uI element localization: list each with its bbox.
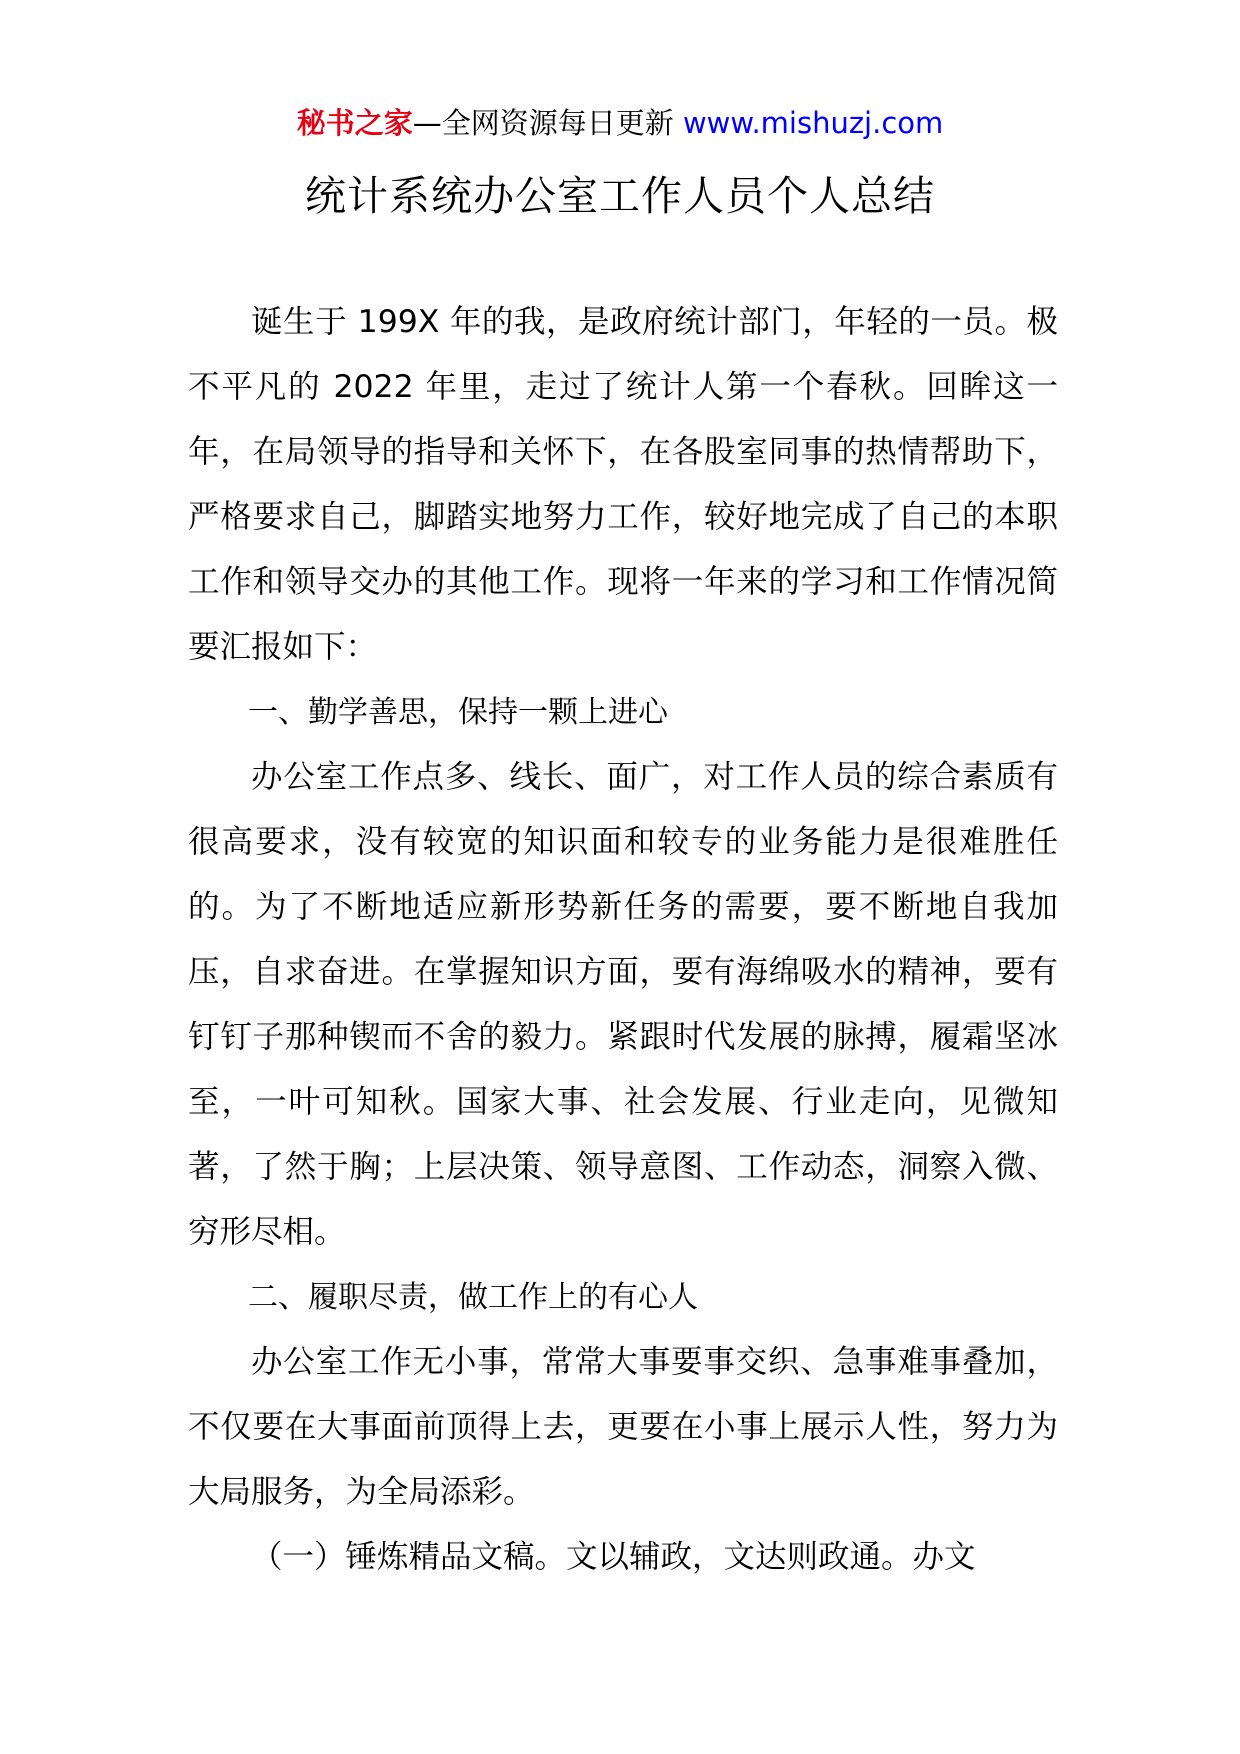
site-url-link[interactable]: www.mishuzj.com	[682, 106, 944, 140]
document-body	[188, 290, 1058, 1590]
section-heading-2: 二、履职尽责，做工作上的有心人	[248, 1280, 698, 1315]
body-paragraph: 办公室工作无小事，常常大事要事交织、急事难事叠加，不仅要在大事面前顶得上去，更要在小事上展示人性，努力为大局服务，为全局添彩。	[188, 1344, 1058, 1510]
body-paragraph: 办公室工作点多、线长、面广，对工作人员的综合素质有很高要求，没有较宽的知识面和较专的业务能力是很难胜任的。为了不断地适应新形势新任务的需要，要不断地自我加压，自求奋进。在掌握知识方面，要有海绵吸水的精神，要有钉钉子那种锲而不舍的毅力。紧跟时代发展的脉搏，履霜坚冰至，一叶可知秋。国家大事、社会发展、行业走向，见微知著，了然于胸；上层决策、领导意图、工作动态，洞察入微、穷形尽相。	[188, 759, 1058, 1250]
brand-name: 秘书之家	[296, 106, 413, 140]
section-heading-1: 一、勤学善思，保持一颗上进心	[248, 695, 668, 730]
header-tagline: —全网资源每日更新	[412, 106, 674, 140]
intro-paragraph: 诞生于 199X 年的我，是政府统计部门，年轻的一员。极不平凡的 2022 年里，走过了统计人第一个春秋。回眸这一年，在局领导的指导和关怀下，在各股室同事的热情帮助下，严格要求自己，脚踏实地努力工作，较好地完成了自己的本职工作和领导交办的其他工作。现将一年来的学习和工作情况简要汇报如下：	[188, 304, 1058, 665]
site-header	[0, 103, 1240, 143]
subsection-paragraph: （一）锤炼精品文稿。文以辅政，文达则政通。办文	[251, 1539, 976, 1575]
document-title: 统计系统办公室工作人员个人总结	[305, 172, 935, 220]
